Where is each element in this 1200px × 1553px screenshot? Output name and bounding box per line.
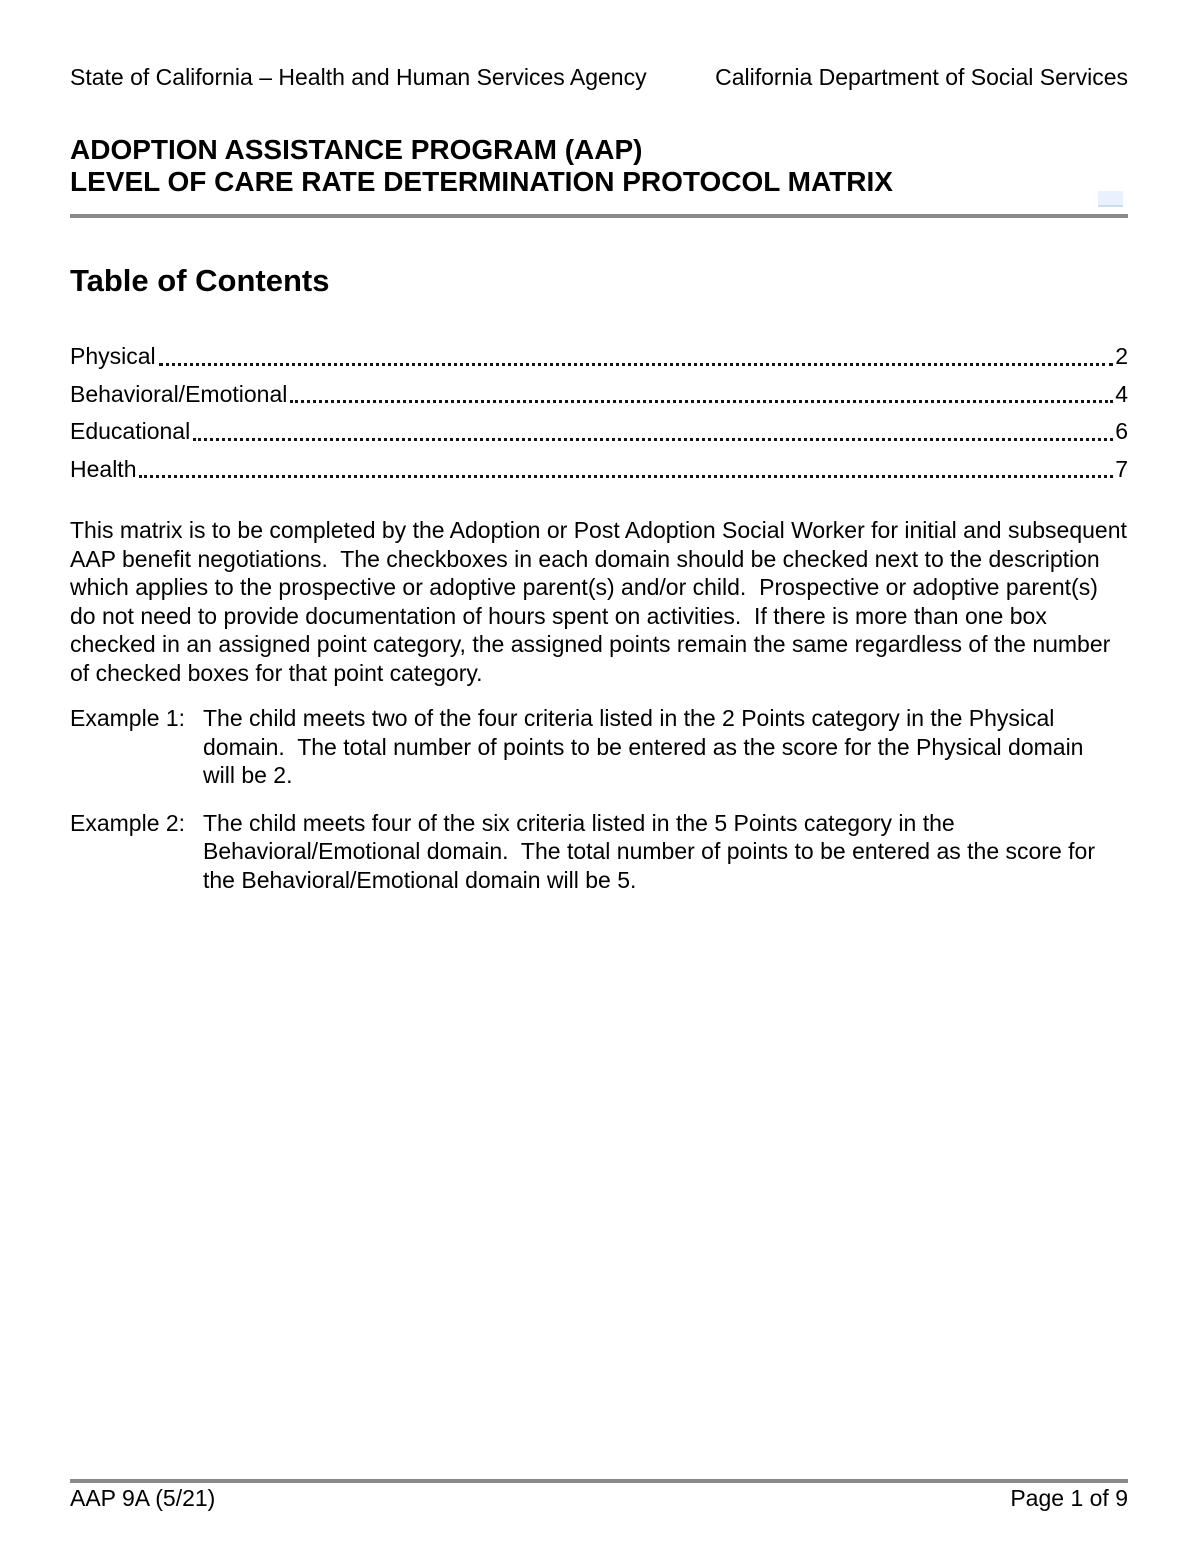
toc-entry-page: 7 [1115, 455, 1128, 482]
toc-entry-educational [70, 413, 1128, 451]
dot-leader [290, 400, 1113, 403]
form-field-highlight[interactable] [1098, 191, 1123, 207]
toc-list [70, 338, 1128, 488]
example-1 [70, 704, 1128, 790]
toc-entry-page: 4 [1115, 380, 1128, 407]
toc-entry-behavioral-emotional [70, 376, 1128, 414]
dot-leader [159, 363, 1114, 366]
toc-entry-label: Health [70, 455, 137, 482]
footer-divider [70, 1479, 1128, 1483]
form-number: AAP 9A (5/21) [70, 1485, 216, 1511]
dot-leader [193, 438, 1113, 441]
header-department: California Department of Social Services [715, 64, 1128, 90]
title-line-1: ADOPTION ASSISTANCE PROGRAM (AAP) [70, 134, 643, 165]
toc-entry-label: Educational [70, 418, 191, 445]
document-header [70, 64, 1128, 90]
title-divider [70, 214, 1128, 218]
toc-entry-label: Physical [70, 343, 156, 370]
toc-entry-label: Behavioral/Emotional [70, 380, 288, 407]
page-indicator: Page 1 of 9 [1010, 1485, 1128, 1511]
example-2-text: The child meets four of the six criteria listed in the 5 Points category in the Behavioral/Emotional domain. The total number of points to be entered as the score for the Behavioral/Emotional domain will be 5. [203, 809, 1102, 893]
toc-entry-health [70, 451, 1128, 489]
toc-heading: Table of Contents [70, 263, 330, 298]
example-1-text: The child meets two of the four criteria listed in the 2 Points category in the Physical domain. The total number of points to be entered as the score for the Physical domain will be 2. [203, 705, 1090, 788]
toc-entry-page: 2 [1115, 343, 1128, 370]
example-2 [70, 809, 1128, 895]
example-1-label: Example 1: [70, 705, 186, 731]
toc-entry-physical [70, 338, 1128, 376]
dot-leader [139, 475, 1113, 478]
example-2-label: Example 2: [70, 809, 186, 836]
document-footer [70, 1479, 1128, 1512]
document-title [70, 134, 1128, 198]
toc-entry-page: 6 [1115, 418, 1128, 445]
title-line-2: LEVEL OF CARE RATE DETERMINATION PROTOCOL MATRIX [70, 166, 893, 197]
header-agency: State of California – Health and Human Services Agency [70, 64, 647, 90]
intro-paragraph: This matrix is to be completed by the Adoption or Post Adoption Social Worker for initial and subsequent AAP benefit negotiations. The checkboxes in each domain should be checked next to the description which applies to the prospective or adoptive parent(s) and/or child. Prospective or adoptive parent(s) do not need to provide documentation of hours spent on activities. If there is more than one box checked in an assigned point category, the assigned points remain the same regardless of the number of checked boxes for that point category. [70, 517, 1133, 686]
